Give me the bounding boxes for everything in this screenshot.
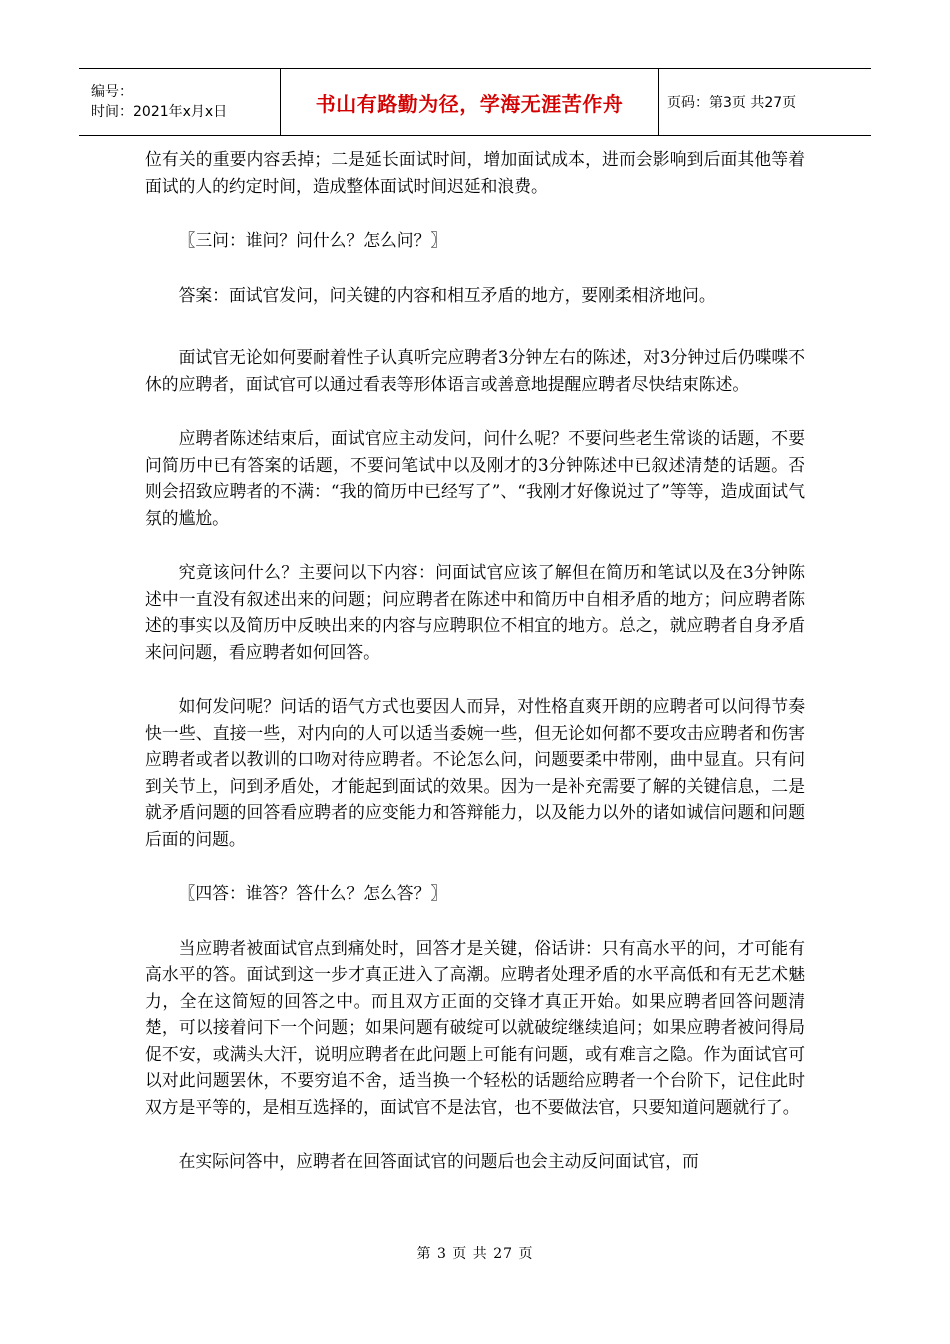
page-footer (0, 1243, 950, 1263)
paragraph: 应聘者陈述结束后，面试官应主动发问，问什么呢？不要问些老生常谈的话题，不要问简历中已有答案的话题，不要问笔试中以及刚才的3分钟陈述中已叙述清楚的话题。否则会招致应聘者的不满：“我的简历中已经写了”、“我刚才好像说过了”等等，造成面试气氛的尴尬。 (145, 428, 805, 528)
section-heading-four-answers: 〖四答：谁答？答什么？怎么答？〗 (178, 883, 448, 903)
document-time-label: 时间：2021年x月x日 (91, 104, 228, 120)
paragraph: 面试官无论如何要耐着性子认真听完应聘者3分钟左右的陈述，对3分钟过后仍喋喋不休的应聘者，面试官可以通过看表等形体语言或善意地提醒应聘者尽快结束陈述。 (145, 347, 805, 394)
paragraph: 当应聘者被面试官点到痛处时，回答才是关键，俗话讲：只有高水平的问，才可能有高水平的答。面试到这一步才真正进入了高潮。应聘者处理矛盾的水平高低和有无艺术魅力，全在这简短的回答之中。而且双方正面的交锋才真正开始。如果应聘者回答问题清楚，可以接着问下一个问题；如果问题有破绽可以就破绽继续追问；如果应聘者被问得局促不安，或满头大汗，说明应聘者在此问题上可能有问题，或有难言之隐。作为面试官可以对此问题罢休，不要穷追不舍，适当换一个轻松的话题给应聘者一个台阶下，记住此时双方是平等的，是相互选择的，面试官不是法官，也不要做法官，只要知道问题就行了。 (145, 937, 805, 1117)
paragraph: 究竟该问什么？主要问以下内容：问面试官应该了解但在简历和笔试以及在3分钟陈述中一直没有叙述出来的问题；问应聘者在陈述中和简历中自相矛盾的地方；问应聘者陈述的事实以及简历中反映出来的内容与应聘职位不相宜的地方。总之，就应聘者自身矛盾来问问题，看应聘者如何回答。 (145, 562, 805, 662)
section-heading-three-questions: 〖三问：谁问？问什么？怎么问？〗 (178, 230, 448, 250)
header-meta (79, 69, 281, 135)
paragraph: 在实际问答中，应聘者在回答面试官的问题后也会主动反问面试官，而 (178, 1151, 699, 1171)
page-info-text: 页码：第3页 共27页 (667, 95, 797, 111)
motto-text: 书山有路勤为径，学海无涯苦作舟 (315, 91, 624, 116)
document-number-label: 编号： (91, 84, 133, 100)
page-header (79, 68, 871, 136)
paragraph-answer: 答案：面试官发问，问关键的内容和相互矛盾的地方，要刚柔相济地问。 (178, 284, 716, 305)
header-page-info (659, 69, 871, 135)
header-motto (281, 69, 659, 135)
paragraph: 位有关的重要内容丢掉；二是延长面试时间，增加面试成本，进而会影响到后面其他等着面试的人的约定时间，造成整体面试时间迟延和浪费。 (145, 149, 805, 196)
document-body (145, 146, 805, 1203)
paragraph: 如何发问呢？问话的语气方式也要因人而异，对性格直爽开朗的应聘者可以问得节奏快一些、直接一些，对内向的人可以适当委婉一些，但无论如何都不要攻击应聘者和伤害应聘者或者以教训的口吻对待应聘者。不论怎么问，问题要柔中带刚，曲中显直。只有问到关节上，问到矛盾处，才能起到面试的效果。因为一是补充需要了解的关键信息，二是就矛盾问题的回答看应聘者的应变能力和答辩能力，以及能力以外的诸如诚信问题和问题后面的问题。 (145, 696, 805, 849)
footer-page-number: 第 3 页 共 27 页 (416, 1246, 534, 1262)
